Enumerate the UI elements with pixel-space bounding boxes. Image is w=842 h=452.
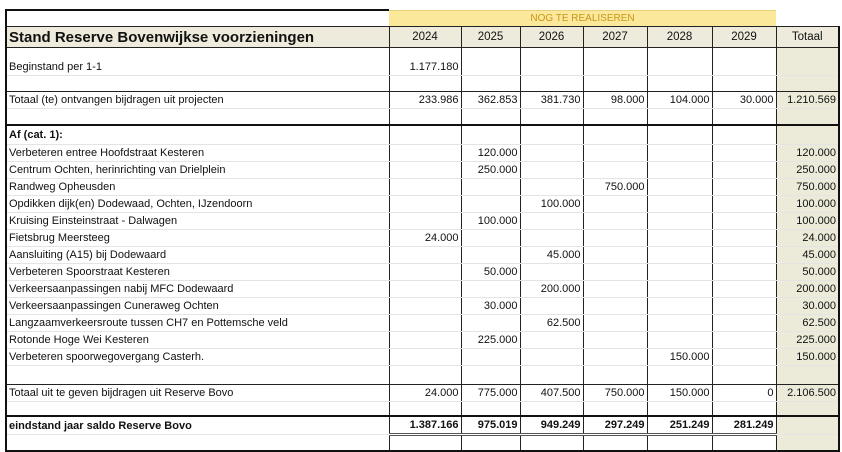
value-cell-2024[interactable]: 233.986 bbox=[389, 92, 461, 109]
value-cell-2024[interactable] bbox=[389, 264, 461, 281]
blank-row bbox=[6, 402, 839, 417]
value-cell-2029[interactable] bbox=[712, 162, 776, 179]
cell[interactable] bbox=[461, 402, 520, 417]
value-cell-2025[interactable] bbox=[461, 179, 520, 196]
value-cell-2027[interactable]: 297.249 bbox=[583, 416, 647, 435]
header-row bbox=[6, 27, 839, 48]
value-cell-2026[interactable] bbox=[520, 349, 583, 366]
column-header-2025[interactable]: 2025 bbox=[461, 27, 520, 48]
column-header-2029[interactable]: 2029 bbox=[712, 27, 776, 48]
value-cell-2025[interactable]: 775.000 bbox=[461, 385, 520, 402]
value-cell-totaal[interactable]: 45.000 bbox=[776, 247, 839, 264]
value-cell-2026[interactable] bbox=[520, 162, 583, 179]
value-cell-2025[interactable]: 225.000 bbox=[461, 332, 520, 349]
row-label[interactable]: Aansluiting (A15) bij Dodewaard bbox=[6, 247, 389, 264]
cell[interactable] bbox=[520, 435, 583, 452]
cell[interactable] bbox=[776, 76, 839, 92]
row-label[interactable]: Langzaamverkeersroute tussen CH7 en Pottemsche veld bbox=[6, 315, 389, 332]
row-label[interactable]: Rotonde Hoge Wei Kesteren bbox=[6, 332, 389, 349]
value-cell-2029[interactable] bbox=[712, 349, 776, 366]
value-cell-totaal[interactable]: 24.000 bbox=[776, 230, 839, 247]
cell[interactable] bbox=[520, 76, 583, 92]
item-row bbox=[6, 179, 839, 196]
row-label[interactable]: Verkeersaanpassingen Cuneraweg Ochten bbox=[6, 298, 389, 315]
af-heading: Af (cat. 1): bbox=[6, 125, 389, 145]
column-header-totaal[interactable]: Totaal bbox=[776, 27, 839, 48]
cell[interactable] bbox=[712, 125, 776, 145]
row-label[interactable]: Centrum Ochten, herinrichting van Drielplein bbox=[6, 162, 389, 179]
value-cell-totaal[interactable]: 62.500 bbox=[776, 315, 839, 332]
cell[interactable] bbox=[461, 109, 520, 126]
item-row bbox=[6, 281, 839, 298]
value-cell-2028[interactable] bbox=[647, 213, 712, 230]
value-cell-2027[interactable]: 750.000 bbox=[583, 385, 647, 402]
cell[interactable] bbox=[389, 435, 461, 452]
value-cell-2026[interactable]: 949.249 bbox=[520, 416, 583, 435]
value-cell-2024[interactable] bbox=[389, 247, 461, 264]
value-cell-2025[interactable] bbox=[461, 230, 520, 247]
value-cell-2026[interactable] bbox=[520, 230, 583, 247]
value-cell-2027[interactable] bbox=[583, 298, 647, 315]
blank-row bbox=[6, 76, 839, 92]
cell[interactable] bbox=[6, 435, 389, 452]
value-cell-2029[interactable]: 30.000 bbox=[712, 92, 776, 109]
value-cell-2027[interactable] bbox=[583, 145, 647, 162]
value-cell-2027[interactable] bbox=[583, 315, 647, 332]
value-cell-totaal[interactable]: 1.210.569 bbox=[776, 92, 839, 109]
row-label[interactable]: Fietsbrug Meersteeg bbox=[6, 230, 389, 247]
value-cell-2027[interactable] bbox=[583, 264, 647, 281]
value-cell-2028[interactable] bbox=[647, 281, 712, 298]
cell[interactable] bbox=[583, 435, 647, 452]
value-cell-totaal[interactable]: 2.106.500 bbox=[776, 385, 839, 402]
value-cell-totaal[interactable]: 100.000 bbox=[776, 196, 839, 213]
cell[interactable] bbox=[776, 125, 839, 145]
reserve-table bbox=[5, 9, 840, 452]
cell[interactable] bbox=[583, 366, 647, 385]
value-cell-2024[interactable] bbox=[389, 213, 461, 230]
value-cell-totaal[interactable]: 200.000 bbox=[776, 281, 839, 298]
value-cell-2024[interactable]: 1.387.166 bbox=[389, 416, 461, 435]
item-row bbox=[6, 213, 839, 230]
cell[interactable] bbox=[583, 109, 647, 126]
table-title: Stand Reserve Bovenwijkse voorzieningen bbox=[6, 27, 389, 48]
value-cell-2026[interactable]: 200.000 bbox=[520, 281, 583, 298]
value-cell-2025[interactable]: 250.000 bbox=[461, 162, 520, 179]
value-cell-totaal[interactable]: 120.000 bbox=[776, 145, 839, 162]
value-cell-2028[interactable] bbox=[647, 179, 712, 196]
cell[interactable] bbox=[776, 366, 839, 385]
value-cell-totaal[interactable]: 750.000 bbox=[776, 179, 839, 196]
row-label[interactable]: Verbeteren entree Hoofdstraat Kesteren bbox=[6, 145, 389, 162]
value-cell-totaal[interactable]: 50.000 bbox=[776, 264, 839, 281]
value-cell-2025[interactable] bbox=[461, 349, 520, 366]
value-cell-2025[interactable]: 100.000 bbox=[461, 213, 520, 230]
value-cell-2027[interactable] bbox=[583, 332, 647, 349]
cell[interactable] bbox=[389, 48, 461, 60]
cell[interactable] bbox=[583, 402, 647, 417]
item-row bbox=[6, 349, 839, 366]
value-cell-2029[interactable] bbox=[712, 281, 776, 298]
value-cell-2028[interactable] bbox=[647, 247, 712, 264]
value-cell-2029[interactable] bbox=[712, 264, 776, 281]
value-cell-totaal[interactable]: 150.000 bbox=[776, 349, 839, 366]
value-cell-totaal[interactable] bbox=[776, 59, 839, 76]
value-cell-2026[interactable] bbox=[520, 145, 583, 162]
value-cell-2026[interactable] bbox=[520, 213, 583, 230]
item-row bbox=[6, 162, 839, 179]
value-cell-2025[interactable] bbox=[461, 315, 520, 332]
spacer bbox=[776, 10, 839, 27]
value-cell-2028[interactable]: 150.000 bbox=[647, 349, 712, 366]
cell[interactable] bbox=[389, 109, 461, 126]
value-cell-2024[interactable] bbox=[389, 162, 461, 179]
value-cell-2028[interactable] bbox=[647, 230, 712, 247]
cell[interactable] bbox=[712, 109, 776, 126]
row-label[interactable]: Verkeersaanpassingen nabij MFC Dodewaard bbox=[6, 281, 389, 298]
cell[interactable] bbox=[647, 109, 712, 126]
cell[interactable] bbox=[389, 366, 461, 385]
value-cell-2029[interactable] bbox=[712, 196, 776, 213]
row-label[interactable]: Totaal (te) ontvangen bijdragen uit projecten bbox=[6, 92, 389, 109]
value-cell-2026[interactable] bbox=[520, 264, 583, 281]
value-cell-2028[interactable] bbox=[647, 145, 712, 162]
value-cell-totaal[interactable]: 30.000 bbox=[776, 298, 839, 315]
value-cell-2029[interactable] bbox=[712, 230, 776, 247]
value-cell-totaal[interactable]: 100.000 bbox=[776, 213, 839, 230]
row-label[interactable]: Beginstand per 1-1 bbox=[6, 59, 389, 76]
column-header-2026[interactable]: 2026 bbox=[520, 27, 583, 48]
item-row bbox=[6, 230, 839, 247]
value-cell-2024[interactable] bbox=[389, 349, 461, 366]
value-cell-2029[interactable] bbox=[712, 213, 776, 230]
value-cell-2028[interactable]: 104.000 bbox=[647, 92, 712, 109]
value-cell-2029[interactable] bbox=[712, 247, 776, 264]
cell[interactable] bbox=[776, 435, 839, 452]
value-cell-2027[interactable] bbox=[583, 213, 647, 230]
cell[interactable] bbox=[461, 76, 520, 92]
cell[interactable] bbox=[389, 76, 461, 92]
cell[interactable] bbox=[647, 435, 712, 452]
cell[interactable] bbox=[583, 125, 647, 145]
blank-row bbox=[6, 48, 839, 60]
value-cell-2027[interactable] bbox=[583, 59, 647, 76]
cell[interactable] bbox=[461, 435, 520, 452]
value-cell-2029[interactable] bbox=[712, 145, 776, 162]
cell[interactable] bbox=[461, 125, 520, 145]
value-cell-2026[interactable]: 381.730 bbox=[520, 92, 583, 109]
value-cell-2026[interactable]: 407.500 bbox=[520, 385, 583, 402]
column-header-2024[interactable]: 2024 bbox=[389, 27, 461, 48]
cell[interactable] bbox=[520, 366, 583, 385]
value-cell-2027[interactable]: 750.000 bbox=[583, 179, 647, 196]
cell[interactable] bbox=[6, 48, 389, 60]
cell[interactable] bbox=[6, 402, 389, 417]
value-cell-2025[interactable]: 975.019 bbox=[461, 416, 520, 435]
cell[interactable] bbox=[461, 48, 520, 60]
row-label[interactable]: Verbeteren Spoorstraat Kesteren bbox=[6, 264, 389, 281]
item-row bbox=[6, 298, 839, 315]
item-row bbox=[6, 332, 839, 349]
cell[interactable] bbox=[389, 125, 461, 145]
cell[interactable] bbox=[647, 48, 712, 60]
beginstand-row bbox=[6, 59, 839, 76]
value-cell-2029[interactable] bbox=[712, 298, 776, 315]
row-label[interactable]: Verbeteren spoorwegovergang Casterh. bbox=[6, 349, 389, 366]
value-cell-2027[interactable] bbox=[583, 247, 647, 264]
ontvangen-row bbox=[6, 92, 839, 109]
value-cell-2028[interactable] bbox=[647, 298, 712, 315]
value-cell-2028[interactable] bbox=[647, 59, 712, 76]
value-cell-2026[interactable]: 45.000 bbox=[520, 247, 583, 264]
value-cell-2028[interactable] bbox=[647, 264, 712, 281]
blank-row bbox=[6, 435, 839, 452]
value-cell-2026[interactable]: 100.000 bbox=[520, 196, 583, 213]
value-cell-2029[interactable] bbox=[712, 59, 776, 76]
value-cell-2024[interactable] bbox=[389, 281, 461, 298]
value-cell-2024[interactable]: 1.177.180 bbox=[389, 59, 461, 76]
value-cell-2025[interactable] bbox=[461, 196, 520, 213]
value-cell-2024[interactable] bbox=[389, 145, 461, 162]
row-label[interactable]: Opdikken dijk(en) Dodewaad, Ochten, IJzendoorn bbox=[6, 196, 389, 213]
value-cell-2025[interactable] bbox=[461, 281, 520, 298]
column-header-2027[interactable]: 2027 bbox=[583, 27, 647, 48]
item-row bbox=[6, 145, 839, 162]
value-cell-2028[interactable]: 150.000 bbox=[647, 385, 712, 402]
cell[interactable] bbox=[461, 366, 520, 385]
cell[interactable] bbox=[712, 48, 776, 60]
value-cell-2028[interactable] bbox=[647, 315, 712, 332]
value-cell-2024[interactable] bbox=[389, 196, 461, 213]
value-cell-2029[interactable] bbox=[712, 315, 776, 332]
cell[interactable] bbox=[776, 109, 839, 126]
value-cell-2027[interactable] bbox=[583, 196, 647, 213]
cell[interactable] bbox=[583, 48, 647, 60]
row-label[interactable]: Randweg Opheusden bbox=[6, 179, 389, 196]
value-cell-2026[interactable] bbox=[520, 179, 583, 196]
cell[interactable] bbox=[776, 402, 839, 417]
value-cell-2024[interactable] bbox=[389, 179, 461, 196]
value-cell-2027[interactable] bbox=[583, 281, 647, 298]
value-cell-2027[interactable] bbox=[583, 230, 647, 247]
af-heading-row bbox=[6, 125, 839, 145]
cell[interactable] bbox=[6, 366, 389, 385]
column-header-2028[interactable]: 2028 bbox=[647, 27, 712, 48]
eindstand-row bbox=[6, 416, 839, 435]
value-cell-2025[interactable]: 120.000 bbox=[461, 145, 520, 162]
value-cell-2029[interactable] bbox=[712, 179, 776, 196]
value-cell-2027[interactable] bbox=[583, 349, 647, 366]
value-cell-2024[interactable] bbox=[389, 332, 461, 349]
cell[interactable] bbox=[520, 402, 583, 417]
value-cell-2026[interactable]: 62.500 bbox=[520, 315, 583, 332]
cell[interactable] bbox=[776, 48, 839, 60]
value-cell-2029[interactable] bbox=[712, 332, 776, 349]
row-label[interactable]: Totaal uit te geven bijdragen uit Reserve Bovo bbox=[6, 385, 389, 402]
value-cell-totaal[interactable]: 225.000 bbox=[776, 332, 839, 349]
value-cell-2024[interactable]: 24.000 bbox=[389, 230, 461, 247]
cell[interactable] bbox=[647, 125, 712, 145]
value-cell-2026[interactable] bbox=[520, 298, 583, 315]
spacer bbox=[6, 10, 389, 27]
item-row bbox=[6, 264, 839, 281]
cell[interactable] bbox=[583, 76, 647, 92]
blank-row bbox=[6, 109, 839, 126]
value-cell-2025[interactable] bbox=[461, 59, 520, 76]
value-cell-totaal[interactable]: 250.000 bbox=[776, 162, 839, 179]
cell[interactable] bbox=[520, 48, 583, 60]
value-cell-2027[interactable] bbox=[583, 162, 647, 179]
cell[interactable] bbox=[647, 402, 712, 417]
value-cell-2025[interactable]: 50.000 bbox=[461, 264, 520, 281]
cell[interactable] bbox=[712, 402, 776, 417]
item-row bbox=[6, 196, 839, 213]
value-cell-2029[interactable]: 0 bbox=[712, 385, 776, 402]
cell[interactable] bbox=[647, 366, 712, 385]
cell[interactable] bbox=[520, 109, 583, 126]
cell[interactable] bbox=[712, 76, 776, 92]
value-cell-totaal[interactable] bbox=[776, 416, 839, 435]
row-label[interactable]: eindstand jaar saldo Reserve Bovo bbox=[6, 416, 389, 435]
value-cell-2028[interactable]: 251.249 bbox=[647, 416, 712, 435]
cell[interactable] bbox=[520, 125, 583, 145]
nog-te-realiseren-banner: NOG TE REALISEREN bbox=[389, 10, 776, 27]
cell[interactable] bbox=[712, 366, 776, 385]
blank-row bbox=[6, 366, 839, 385]
value-cell-2028[interactable] bbox=[647, 332, 712, 349]
cell[interactable] bbox=[647, 76, 712, 92]
item-row bbox=[6, 247, 839, 264]
cell[interactable] bbox=[6, 76, 389, 92]
value-cell-2024[interactable]: 24.000 bbox=[389, 385, 461, 402]
value-cell-2024[interactable] bbox=[389, 315, 461, 332]
value-cell-2027[interactable]: 98.000 bbox=[583, 92, 647, 109]
value-cell-2025[interactable] bbox=[461, 247, 520, 264]
value-cell-2026[interactable] bbox=[520, 59, 583, 76]
uitgeven-row bbox=[6, 385, 839, 402]
value-cell-2024[interactable] bbox=[389, 298, 461, 315]
item-row bbox=[6, 315, 839, 332]
value-cell-2029[interactable]: 281.249 bbox=[712, 416, 776, 435]
cell[interactable] bbox=[389, 402, 461, 417]
value-cell-2028[interactable] bbox=[647, 162, 712, 179]
value-cell-2025[interactable]: 362.853 bbox=[461, 92, 520, 109]
row-label[interactable]: Kruising Einsteinstraat - Dalwagen bbox=[6, 213, 389, 230]
value-cell-2028[interactable] bbox=[647, 196, 712, 213]
cell[interactable] bbox=[6, 109, 389, 126]
cell[interactable] bbox=[712, 435, 776, 452]
value-cell-2026[interactable] bbox=[520, 332, 583, 349]
value-cell-2025[interactable]: 30.000 bbox=[461, 298, 520, 315]
